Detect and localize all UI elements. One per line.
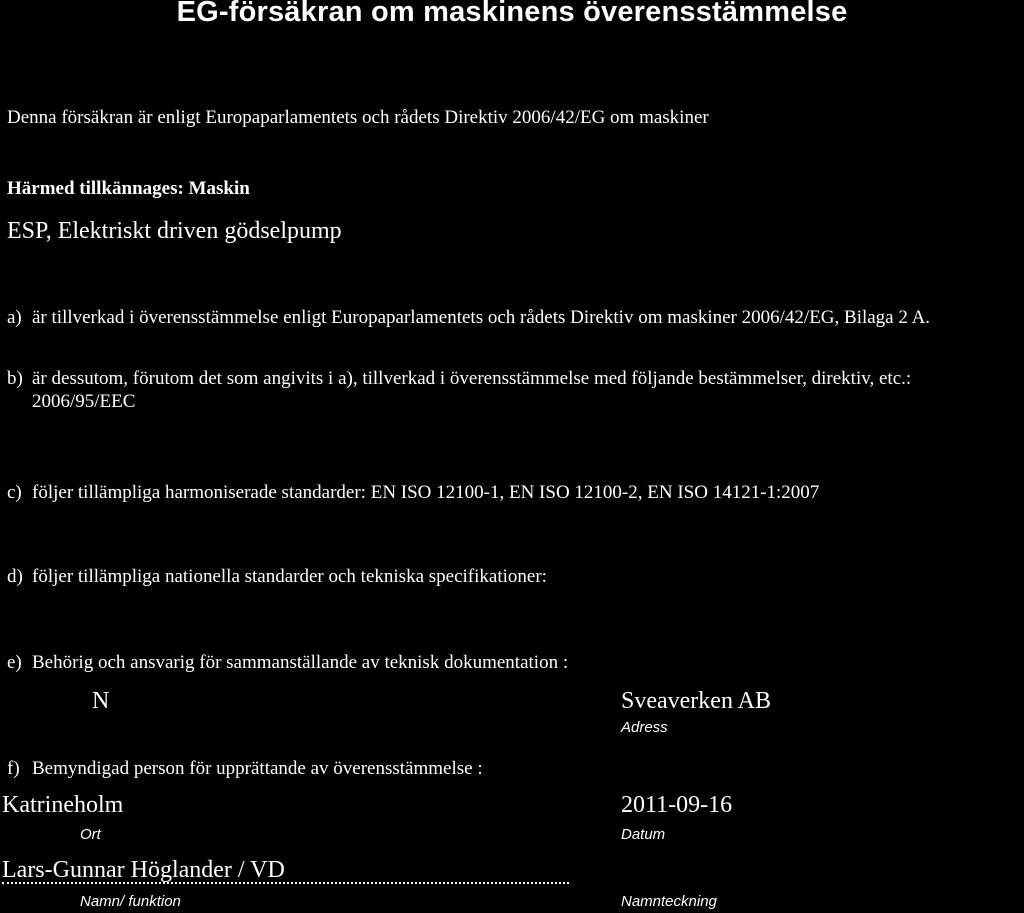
date-value: 2011-09-16 bbox=[621, 792, 733, 818]
declaration-label: Härmed tillkännages: Maskin bbox=[7, 178, 250, 199]
name-function-label: Namn/ funktion bbox=[80, 893, 181, 910]
clause-letter: b) bbox=[7, 368, 23, 389]
clause-text: Behörig och ansvarig för sammanställande av teknisk dokumentation : bbox=[32, 652, 569, 673]
documentation-name: N bbox=[92, 688, 110, 714]
intro-text: Denna försäkran är enligt Europaparlamentets och rådets Direktiv 2006/42/EG om maskiner bbox=[7, 107, 709, 128]
clause-letter: c) bbox=[7, 482, 22, 503]
company-name: Sveaverken AB bbox=[621, 688, 771, 714]
clause-text: följer tillämpliga nationella standarder och tekniska specifikationer: bbox=[32, 566, 547, 587]
signature-divider bbox=[2, 882, 569, 884]
place-label: Ort bbox=[80, 826, 101, 843]
clause-text: Bemyndigad person för upprättande av överensstämmelse : bbox=[32, 758, 483, 779]
date-label: Datum bbox=[621, 826, 666, 843]
signer-name: Lars-Gunnar Höglander / VD bbox=[2, 857, 285, 883]
clause-text: är tillverkad i överensstämmelse enligt Europaparlamentets och rådets Direktiv om maskiner 2006/42/EG, Bilaga 2 A. bbox=[32, 307, 931, 328]
clause-letter: a) bbox=[7, 307, 22, 328]
place-value: Katrineholm bbox=[2, 792, 124, 818]
signature-label: Namnteckning bbox=[621, 893, 717, 910]
clause-letter: e) bbox=[7, 652, 22, 673]
clause-letter: d) bbox=[7, 566, 23, 587]
machine-name: ESP, Elektriskt driven gödselpump bbox=[7, 218, 342, 244]
address-label: Adress bbox=[621, 719, 668, 736]
clause-letter: f) bbox=[7, 758, 20, 779]
clause-text: är dessutom, förutom det som angivits i a), tillverkad i överensstämmelse med följande bestämmelser, direktiv, etc.: 2006/95/EEC bbox=[32, 368, 912, 412]
document-title: EG-försäkran om maskinens överensstämmelse bbox=[176, 0, 848, 28]
clause-text: följer tillämpliga harmoniserade standarder: EN ISO 12100-1, EN ISO 12100-2, EN ISO 14121-1:2007 bbox=[32, 482, 820, 503]
